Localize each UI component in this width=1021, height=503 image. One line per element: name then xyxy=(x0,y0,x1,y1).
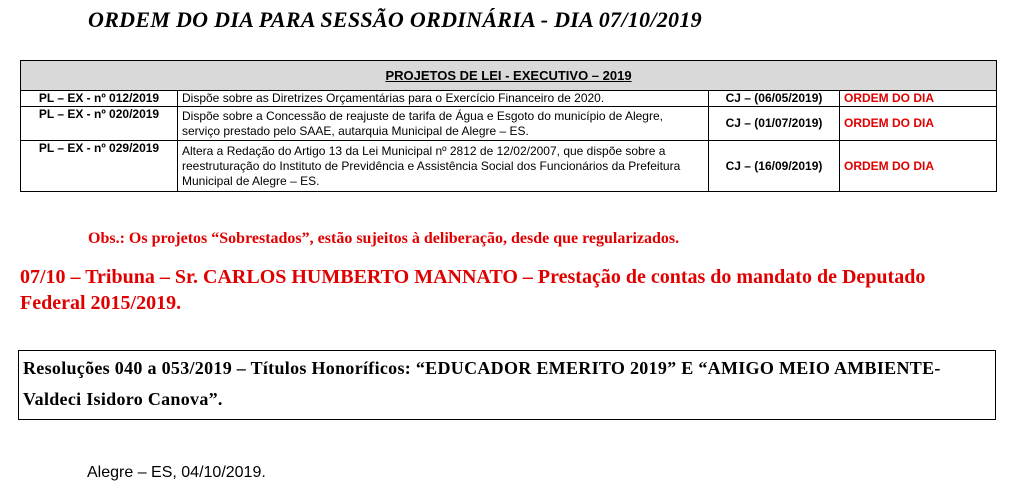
project-cj-date: CJ – (16/09/2019) xyxy=(709,141,840,192)
observation-note: Obs.: Os projetos “Sobrestados”, estão sujeitos à deliberação, desde que regularizados. xyxy=(88,230,680,247)
projects-table xyxy=(20,60,997,192)
table-header xyxy=(21,61,997,91)
project-description: Altera a Redação do Artigo 13 da Lei Municipal nº 2812 de 12/02/2007, que dispõe sobre a reestruturação do Instituto de Previdência e Assistência Social dos Funcionários da Prefeitura Municipal de Alegre – ES. xyxy=(178,141,709,192)
table-row xyxy=(21,141,997,192)
project-description: Dispõe sobre as Diretrizes Orçamentárias para o Exercício Financeiro de 2020. xyxy=(178,91,709,107)
page-title: ORDEM DO DIA PARA SESSÃO ORDINÁRIA - DIA 07/10/2019 xyxy=(88,7,702,32)
tribuna-announcement: 07/10 – Tribuna – Sr. CARLOS HUMBERTO MANNATO – Prestação de contas do mandato de Deputado Federal 2015/2019. xyxy=(20,266,926,314)
table-row xyxy=(21,107,997,141)
location-date: Alegre – ES, 04/10/2019. xyxy=(87,464,266,481)
project-status: ORDEM DO DIA xyxy=(840,141,997,192)
project-cj-date: CJ – (01/07/2019) xyxy=(709,107,840,141)
table-header-label: PROJETOS DE LEI - EXECUTIVO – 2019 xyxy=(385,68,632,83)
project-status: ORDEM DO DIA xyxy=(840,107,997,141)
project-description: Dispõe sobre a Concessão de reajuste de tarifa de Água e Esgoto do município de Alegre, serviço prestado pelo SAAE, autarquia Municipal de Alegre – ES. xyxy=(178,107,709,141)
project-status: ORDEM DO DIA xyxy=(840,91,997,107)
resolutions-text: Resoluções 040 a 053/2019 – Títulos Honoríficos: “EDUCADOR EMERITO 2019” E “AMIGO MEIO AMBIENTE-Valdeci Isidoro Canova”. xyxy=(23,358,941,409)
table-header-row xyxy=(21,61,997,91)
resolutions-box xyxy=(18,350,996,420)
project-cj-date: CJ – (06/05/2019) xyxy=(709,91,840,107)
table-row xyxy=(21,91,997,107)
project-number: PL – EX - nº 012/2019 xyxy=(21,91,178,107)
project-number: PL – EX - nº 029/2019 xyxy=(21,141,178,192)
project-number: PL – EX - nº 020/2019 xyxy=(21,107,178,141)
